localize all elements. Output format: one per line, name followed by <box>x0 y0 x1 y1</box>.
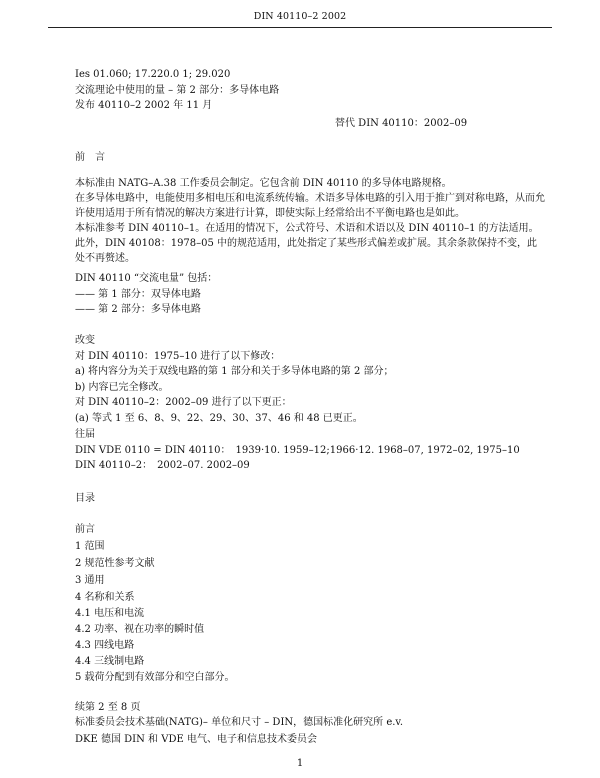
page-header: DIN 40110–2 2002 <box>253 11 347 22</box>
changes-line: b) 内容已完全修改。 <box>75 382 169 393</box>
toc-item: 4 名称和关系 <box>75 592 135 603</box>
changes-line: 对 DIN 40110–2：2002–09 进行了以下更正： <box>75 397 292 408</box>
previous-edition: DIN VDE 0110 = DIN 40110： 1939·10. 1959–12;1966·12. 1968–07, 1972–02, 1975–10 <box>75 445 520 456</box>
toc-item: 4.1 电压和电流 <box>75 608 145 619</box>
toc-item: 4.2 功率、视在功率的瞬时值 <box>75 624 205 635</box>
replaces-note: 替代 DIN 40110：2002–09 <box>335 118 468 129</box>
toc-item: 2 规范性参考文献 <box>75 558 155 569</box>
part-1-item: —— 第 1 部分：双导体电路 <box>75 289 201 300</box>
header-rule <box>48 27 552 28</box>
ics-code: Ies 01.060; 17.220.0 1; 29.020 <box>75 69 231 80</box>
foreword-paragraph-3: 本标准参考 DIN 40110–1。在适用的情况下，公式符号、术语和术语以及 DIN 40110–1 的方法适用。此外，DIN 40108：1978–05 中的规范适用，此处指定了某些形式偏差或扩展。其余条款保持不变，此处不再赘述。 <box>75 223 539 264</box>
committee-line: 标准委员会技术基础(NATG)– 单位和尺寸 – DIN，德国标准化研究所 e.v. <box>75 717 404 728</box>
continuation-note: 续第 2 至 8 页 <box>75 702 141 713</box>
toc-item: 4.3 四线电路 <box>75 640 135 651</box>
document-subject: 交流理论中使用的量 – 第 2 部分：多导体电路 <box>75 85 280 96</box>
toc-item: 前言 <box>75 524 95 535</box>
publication-date: 发布 40110–2 2002 年 11 月 <box>75 100 213 111</box>
changes-line: (a) 等式 1 至 6、8、9、22、29、30、37、46 和 48 已更正。 <box>75 413 363 424</box>
part-2-item: —— 第 2 部分：多导体电路 <box>75 304 201 315</box>
foreword-heading: 前 言 <box>75 152 105 163</box>
toc-item: 4.4 三线制电路 <box>75 656 145 667</box>
committee-line: DKE 德国 DIN 和 VDE 电气、电子和信息技术委员会 <box>75 734 317 745</box>
parts-intro: DIN 40110 “交流电量” 包括： <box>75 273 218 284</box>
previous-edition: DIN 40110–2： 2002–07. 2002–09 <box>75 460 250 471</box>
foreword-paragraph-2: 在多导体电路中，电能使用多相电压和电流系统传输。术语多导体电路的引入用于推广到对称电路，从而允许使用适用于所有情况的解决方案进行计算，即使实际上经常给出不平衡电路也是如此。 <box>75 193 545 219</box>
toc-item: 1 范围 <box>75 541 105 552</box>
changes-heading: 改变 <box>75 335 95 346</box>
toc-item: 3 通用 <box>75 575 105 586</box>
toc-heading: 目录 <box>75 493 95 504</box>
toc-item: 5 载荷分配到有效部分和空白部分。 <box>75 672 235 683</box>
changes-line: 对 DIN 40110：1975–10 进行了以下修改： <box>75 351 281 362</box>
foreword-paragraph-1: 本标准由 NATG–A.38 工作委员会制定。它包含前 DIN 40110 的多导体电路规格。 <box>75 178 452 189</box>
page-number: 1 <box>296 758 304 769</box>
changes-line: a) 将内容分为关于双线电路的第 1 部分和关于多导体电路的第 2 部分； <box>75 366 394 377</box>
previous-editions-heading: 往届 <box>75 429 95 440</box>
